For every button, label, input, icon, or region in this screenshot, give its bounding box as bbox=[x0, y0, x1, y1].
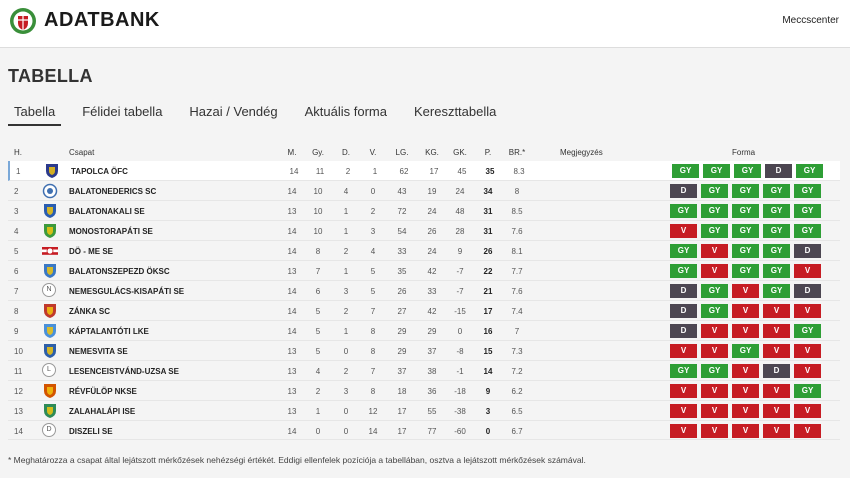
team-crest-icon[interactable] bbox=[42, 423, 58, 439]
points-cell: 3 bbox=[485, 407, 491, 416]
team-name[interactable]: NEMESGULÁCS-KISAPÁTI SE bbox=[69, 287, 185, 296]
form-result-badge[interactable]: GY bbox=[794, 384, 821, 398]
form-results bbox=[670, 224, 825, 238]
matches-cell: 14 bbox=[287, 327, 297, 336]
goals-against-cell: 33 bbox=[427, 287, 437, 296]
top-bar bbox=[0, 0, 850, 48]
position-cell: 10 bbox=[14, 347, 23, 356]
team-crest-icon[interactable] bbox=[42, 303, 58, 319]
col-header-wins: Gy. bbox=[312, 148, 324, 157]
matches-cell: 13 bbox=[287, 387, 297, 396]
goal-difference-cell: 9 bbox=[457, 247, 463, 256]
form-result-badge[interactable]: V bbox=[670, 344, 697, 358]
matches-cell: 14 bbox=[287, 247, 297, 256]
form-result-badge[interactable]: V bbox=[732, 364, 759, 378]
team-name[interactable]: RÉVFÜLÖP NKSE bbox=[69, 387, 137, 396]
form-result-badge[interactable]: V bbox=[794, 264, 821, 278]
goals-for-cell: 54 bbox=[397, 227, 407, 236]
goal-difference-cell: -7 bbox=[456, 287, 464, 296]
points-cell: 14 bbox=[483, 367, 493, 376]
goals-against-cell: 38 bbox=[427, 367, 437, 376]
wins-cell: 4 bbox=[315, 367, 321, 376]
goals-against-cell: 17 bbox=[429, 167, 439, 176]
form-result-badge[interactable]: D bbox=[763, 364, 790, 378]
draws-cell: 1 bbox=[343, 327, 349, 336]
position-cell: 6 bbox=[14, 267, 19, 276]
form-result-badge[interactable]: D bbox=[670, 284, 697, 298]
form-result-badge[interactable]: V bbox=[701, 384, 728, 398]
draws-cell: 2 bbox=[343, 367, 349, 376]
table-row[interactable] bbox=[8, 381, 840, 401]
form-result-badge[interactable]: GY bbox=[763, 204, 790, 218]
form-results bbox=[670, 204, 825, 218]
team-name[interactable]: DISZELI SE bbox=[69, 427, 113, 436]
losses-cell: 12 bbox=[368, 407, 378, 416]
table-row[interactable] bbox=[8, 201, 840, 221]
form-result-badge[interactable]: GY bbox=[734, 164, 761, 178]
wins-cell: 10 bbox=[313, 227, 323, 236]
position-cell: 2 bbox=[14, 187, 19, 196]
matches-cell: 14 bbox=[287, 307, 297, 316]
draws-cell: 0 bbox=[343, 347, 349, 356]
form-result-badge[interactable]: V bbox=[732, 404, 759, 418]
footnote: * Meghatározza a csapat által lejátszott mérkőzések nehézségi értékét. Eddigi ellenfelek pozíciója a tabellában, osztva a lejátszott mérkőzések számával. bbox=[8, 455, 586, 465]
team-crest-icon[interactable] bbox=[42, 223, 58, 239]
team-initial-badge: D bbox=[42, 423, 56, 437]
losses-cell: 8 bbox=[370, 327, 376, 336]
form-result-badge[interactable]: V bbox=[794, 404, 821, 418]
table-row[interactable] bbox=[8, 161, 840, 181]
position-cell: 12 bbox=[14, 387, 23, 396]
losses-cell: 8 bbox=[370, 347, 376, 356]
matches-cell: 13 bbox=[287, 347, 297, 356]
points-cell: 31 bbox=[483, 227, 493, 236]
form-result-badge[interactable]: GY bbox=[763, 224, 790, 238]
form-result-badge[interactable]: D bbox=[670, 324, 697, 338]
position-cell: 8 bbox=[14, 307, 19, 316]
losses-cell: 7 bbox=[370, 367, 376, 376]
wins-cell: 0 bbox=[315, 427, 321, 436]
goal-difference-cell: -7 bbox=[456, 267, 464, 276]
form-results bbox=[670, 284, 825, 298]
wins-cell: 10 bbox=[313, 187, 323, 196]
team-name[interactable]: MONOSTORAPÁTI SE bbox=[69, 227, 153, 236]
difficulty-cell: 6.2 bbox=[511, 387, 523, 396]
losses-cell: 1 bbox=[372, 167, 378, 176]
col-header-position: H. bbox=[14, 148, 22, 157]
form-result-badge[interactable]: GY bbox=[732, 204, 759, 218]
losses-cell: 5 bbox=[370, 267, 376, 276]
team-crest-icon[interactable] bbox=[42, 383, 58, 399]
col-header-draws: D. bbox=[342, 148, 350, 157]
matches-cell: 13 bbox=[287, 267, 297, 276]
goals-for-cell: 43 bbox=[397, 187, 407, 196]
goals-against-cell: 36 bbox=[427, 387, 437, 396]
points-cell: 35 bbox=[485, 167, 495, 176]
goal-difference-cell: -38 bbox=[454, 407, 466, 416]
form-results bbox=[670, 184, 825, 198]
position-cell: 9 bbox=[14, 327, 19, 336]
position-cell: 11 bbox=[14, 367, 23, 376]
team-name[interactable]: BALATONSZEPEZD ÖKSC bbox=[69, 267, 170, 276]
wins-cell: 7 bbox=[315, 267, 321, 276]
form-result-badge[interactable]: GY bbox=[672, 164, 699, 178]
form-results bbox=[670, 364, 825, 378]
points-cell: 16 bbox=[483, 327, 493, 336]
form-result-badge[interactable]: V bbox=[763, 404, 790, 418]
losses-cell: 2 bbox=[370, 207, 376, 216]
form-result-badge[interactable]: GY bbox=[763, 184, 790, 198]
tab-aktualis-forma[interactable]: Aktuális forma bbox=[304, 104, 387, 119]
table-row[interactable] bbox=[8, 321, 840, 341]
matches-cell: 13 bbox=[287, 407, 297, 416]
goals-for-cell: 17 bbox=[397, 427, 407, 436]
position-cell: 13 bbox=[14, 407, 23, 416]
draws-cell: 1 bbox=[343, 207, 349, 216]
goals-against-cell: 55 bbox=[427, 407, 437, 416]
difficulty-cell: 7.7 bbox=[511, 267, 523, 276]
difficulty-cell: 6.7 bbox=[511, 427, 523, 436]
position-cell: 4 bbox=[14, 227, 19, 236]
points-cell: 17 bbox=[483, 307, 493, 316]
difficulty-cell: 7 bbox=[514, 327, 520, 336]
difficulty-cell: 8.5 bbox=[511, 207, 523, 216]
points-cell: 15 bbox=[483, 347, 493, 356]
wins-cell: 8 bbox=[315, 247, 321, 256]
form-result-badge[interactable]: V bbox=[794, 344, 821, 358]
form-result-badge[interactable]: V bbox=[670, 404, 697, 418]
losses-cell: 4 bbox=[370, 247, 376, 256]
goal-difference-cell: 24 bbox=[455, 187, 465, 196]
position-cell: 1 bbox=[16, 167, 21, 176]
goal-difference-cell: -18 bbox=[454, 387, 466, 396]
col-header-form: Forma bbox=[732, 148, 756, 157]
goals-for-cell: 27 bbox=[397, 307, 407, 316]
points-cell: 26 bbox=[483, 247, 493, 256]
form-result-badge[interactable]: D bbox=[794, 284, 821, 298]
form-result-badge[interactable]: GY bbox=[703, 164, 730, 178]
form-results bbox=[670, 404, 825, 418]
goals-for-cell: 17 bbox=[397, 407, 407, 416]
matches-cell: 14 bbox=[287, 427, 297, 436]
goal-difference-cell: -60 bbox=[454, 427, 466, 436]
form-result-badge[interactable]: V bbox=[732, 304, 759, 318]
matches-cell: 14 bbox=[289, 167, 299, 176]
goals-for-cell: 35 bbox=[397, 267, 407, 276]
table-body bbox=[8, 161, 840, 440]
position-cell: 7 bbox=[14, 287, 19, 296]
points-cell: 34 bbox=[483, 187, 493, 196]
wins-cell: 5 bbox=[315, 307, 321, 316]
team-name[interactable]: KÁPTALANTÓTI LKE bbox=[69, 327, 149, 336]
losses-cell: 0 bbox=[370, 187, 376, 196]
form-result-badge[interactable]: V bbox=[701, 404, 728, 418]
goals-against-cell: 77 bbox=[427, 427, 437, 436]
col-header-points: P. bbox=[484, 148, 492, 157]
goals-for-cell: 72 bbox=[397, 207, 407, 216]
wins-cell: 2 bbox=[315, 387, 321, 396]
draws-cell: 0 bbox=[343, 427, 349, 436]
form-result-badge[interactable]: GY bbox=[794, 224, 821, 238]
form-result-badge[interactable]: GY bbox=[732, 224, 759, 238]
form-result-badge[interactable]: GY bbox=[670, 364, 697, 378]
draws-cell: 2 bbox=[343, 247, 349, 256]
col-header-difficulty: BR.* bbox=[508, 148, 526, 157]
form-result-badge[interactable]: V bbox=[732, 284, 759, 298]
col-header-goals-against: KG. bbox=[425, 148, 439, 157]
draws-cell: 1 bbox=[343, 227, 349, 236]
table-header bbox=[8, 143, 840, 161]
form-result-badge[interactable]: D bbox=[670, 184, 697, 198]
goals-for-cell: 37 bbox=[397, 367, 407, 376]
form-result-badge[interactable]: GY bbox=[701, 284, 728, 298]
difficulty-cell: 7.4 bbox=[511, 307, 523, 316]
table-row[interactable] bbox=[8, 401, 840, 421]
team-crest-icon[interactable] bbox=[42, 343, 58, 359]
draws-cell: 0 bbox=[343, 407, 349, 416]
tab-hazai-vendeg[interactable]: Hazai / Vendég bbox=[189, 104, 278, 119]
goals-against-cell: 42 bbox=[427, 267, 437, 276]
tab-felidei-tabella[interactable]: Félidei tabella bbox=[82, 104, 163, 119]
form-result-badge[interactable]: D bbox=[670, 304, 697, 318]
team-crest-icon[interactable] bbox=[42, 263, 58, 279]
form-result-badge[interactable]: GY bbox=[732, 264, 759, 278]
goal-difference-cell: -1 bbox=[456, 367, 464, 376]
goals-for-cell: 33 bbox=[397, 247, 407, 256]
form-result-badge[interactable]: V bbox=[670, 224, 697, 238]
goals-against-cell: 24 bbox=[427, 207, 437, 216]
points-cell: 22 bbox=[483, 267, 493, 276]
form-result-badge[interactable]: GY bbox=[670, 204, 697, 218]
page-title: TABELLA bbox=[8, 66, 93, 86]
team-name[interactable]: ZÁNKA SC bbox=[69, 307, 111, 316]
form-results bbox=[672, 164, 827, 178]
difficulty-cell: 7.6 bbox=[511, 227, 523, 236]
goals-against-cell: 26 bbox=[427, 227, 437, 236]
form-result-badge[interactable]: V bbox=[732, 384, 759, 398]
goal-difference-cell: 45 bbox=[457, 167, 467, 176]
difficulty-cell: 8.1 bbox=[511, 247, 523, 256]
wins-cell: 1 bbox=[315, 407, 321, 416]
table-row[interactable] bbox=[8, 421, 840, 440]
goals-against-cell: 42 bbox=[427, 307, 437, 316]
form-result-badge[interactable]: GY bbox=[794, 184, 821, 198]
team-name[interactable]: BALATONEDERICS SC bbox=[69, 187, 157, 196]
form-result-badge[interactable]: GY bbox=[670, 244, 697, 258]
form-result-badge[interactable]: GY bbox=[670, 264, 697, 278]
table-row[interactable] bbox=[8, 261, 840, 281]
losses-cell: 8 bbox=[370, 387, 376, 396]
difficulty-cell: 8 bbox=[514, 187, 520, 196]
losses-cell: 5 bbox=[370, 287, 376, 296]
col-header-note: Megjegyzés bbox=[560, 148, 603, 157]
table-row[interactable] bbox=[8, 241, 840, 261]
form-result-badge[interactable]: GY bbox=[701, 364, 728, 378]
wins-cell: 5 bbox=[315, 327, 321, 336]
position-cell: 14 bbox=[14, 427, 23, 436]
form-result-badge[interactable]: GY bbox=[701, 204, 728, 218]
draws-cell: 2 bbox=[343, 307, 349, 316]
col-header-goals-for: LG. bbox=[395, 148, 409, 157]
tab-bar bbox=[8, 104, 517, 130]
draws-cell: 4 bbox=[343, 187, 349, 196]
form-result-badge[interactable]: V bbox=[701, 264, 728, 278]
form-results bbox=[670, 304, 825, 318]
table-row[interactable] bbox=[8, 341, 840, 361]
form-result-badge[interactable]: V bbox=[732, 424, 759, 438]
tab-tabella[interactable]: Tabella bbox=[8, 104, 61, 126]
form-result-badge[interactable]: V bbox=[763, 344, 790, 358]
team-crest-icon[interactable] bbox=[42, 323, 58, 339]
points-cell: 31 bbox=[483, 207, 493, 216]
form-results bbox=[670, 244, 825, 258]
losses-cell: 7 bbox=[370, 307, 376, 316]
goals-for-cell: 26 bbox=[397, 287, 407, 296]
team-initial-badge: L bbox=[42, 363, 56, 377]
goals-against-cell: 37 bbox=[427, 347, 437, 356]
table-row[interactable] bbox=[8, 301, 840, 321]
losses-cell: 14 bbox=[368, 427, 378, 436]
draws-cell: 3 bbox=[343, 387, 349, 396]
losses-cell: 3 bbox=[370, 227, 376, 236]
table-row[interactable] bbox=[8, 221, 840, 241]
team-name[interactable]: DÖ - ME SE bbox=[69, 247, 114, 256]
draws-cell: 2 bbox=[345, 167, 351, 176]
goal-difference-cell: 48 bbox=[455, 207, 465, 216]
goals-against-cell: 24 bbox=[427, 247, 437, 256]
team-name[interactable]: TAPOLCA ÖFC bbox=[71, 167, 128, 176]
form-result-badge[interactable]: V bbox=[732, 324, 759, 338]
wins-cell: 10 bbox=[313, 207, 323, 216]
form-results bbox=[670, 264, 825, 278]
difficulty-cell: 8.3 bbox=[513, 167, 525, 176]
matches-cell: 14 bbox=[287, 187, 297, 196]
form-result-badge[interactable]: GY bbox=[732, 344, 759, 358]
team-crest-icon[interactable] bbox=[42, 283, 58, 299]
form-result-badge[interactable]: V bbox=[794, 364, 821, 378]
goal-difference-cell: 0 bbox=[457, 327, 463, 336]
goal-difference-cell: -15 bbox=[454, 307, 466, 316]
form-result-badge[interactable]: V bbox=[670, 384, 697, 398]
wins-cell: 5 bbox=[315, 347, 321, 356]
goals-for-cell: 29 bbox=[397, 347, 407, 356]
points-cell: 9 bbox=[485, 387, 491, 396]
team-initial-badge: N bbox=[42, 283, 56, 297]
form-result-badge[interactable]: V bbox=[763, 424, 790, 438]
form-result-badge[interactable]: V bbox=[763, 324, 790, 338]
form-result-badge[interactable]: GY bbox=[794, 204, 821, 218]
form-result-badge[interactable]: GY bbox=[732, 184, 759, 198]
col-header-team: Csapat bbox=[69, 148, 95, 157]
form-results bbox=[670, 344, 825, 358]
table-row[interactable] bbox=[8, 361, 840, 381]
matches-cell: 13 bbox=[287, 207, 297, 216]
form-result-badge[interactable]: V bbox=[670, 424, 697, 438]
form-result-badge[interactable]: GY bbox=[732, 244, 759, 258]
goal-difference-cell: -8 bbox=[456, 347, 464, 356]
form-results bbox=[670, 424, 825, 438]
wins-cell: 6 bbox=[315, 287, 321, 296]
form-result-badge[interactable]: V bbox=[763, 304, 790, 318]
form-result-badge[interactable]: D bbox=[765, 164, 792, 178]
difficulty-cell: 7.2 bbox=[511, 367, 523, 376]
position-cell: 3 bbox=[14, 207, 19, 216]
team-name[interactable]: BALATONAKALI SE bbox=[69, 207, 145, 216]
matches-cell: 14 bbox=[287, 227, 297, 236]
form-result-badge[interactable]: GY bbox=[796, 164, 823, 178]
matches-cell: 13 bbox=[287, 367, 297, 376]
form-result-badge[interactable]: GY bbox=[701, 304, 728, 318]
form-result-badge[interactable]: GY bbox=[794, 324, 821, 338]
tab-kereszttabella[interactable]: Kereszttabella bbox=[413, 104, 497, 119]
form-result-badge[interactable]: GY bbox=[763, 284, 790, 298]
form-result-badge[interactable]: V bbox=[701, 424, 728, 438]
wins-cell: 11 bbox=[315, 167, 325, 176]
col-header-losses: V. bbox=[369, 148, 377, 157]
team-crest-icon[interactable] bbox=[42, 203, 58, 219]
form-results bbox=[670, 384, 825, 398]
difficulty-cell: 7.3 bbox=[511, 347, 523, 356]
form-result-badge[interactable]: GY bbox=[763, 244, 790, 258]
team-crest-icon[interactable] bbox=[42, 183, 58, 199]
team-crest-icon[interactable] bbox=[42, 363, 58, 379]
team-name[interactable]: LESENCEISTVÁND-UZSA SE bbox=[69, 367, 179, 376]
points-cell: 0 bbox=[485, 427, 491, 436]
form-result-badge[interactable]: V bbox=[794, 424, 821, 438]
team-crest-icon[interactable] bbox=[42, 403, 58, 419]
table-row[interactable] bbox=[8, 181, 840, 201]
form-result-badge[interactable]: D bbox=[794, 244, 821, 258]
col-header-goal-difference: GK. bbox=[453, 148, 467, 157]
team-name[interactable]: ZALAHALÁPI ISE bbox=[69, 407, 136, 416]
team-crest-icon[interactable] bbox=[44, 163, 60, 179]
team-name[interactable]: NEMESVITA SE bbox=[69, 347, 128, 356]
form-result-badge[interactable]: V bbox=[701, 344, 728, 358]
form-result-badge[interactable]: V bbox=[701, 324, 728, 338]
standings-table bbox=[8, 143, 840, 440]
team-crest-icon[interactable] bbox=[42, 243, 58, 259]
meccscenter-link[interactable]: Meccscenter bbox=[782, 15, 839, 26]
form-result-badge[interactable]: V bbox=[701, 244, 728, 258]
goals-for-cell: 18 bbox=[397, 387, 407, 396]
position-cell: 5 bbox=[14, 247, 19, 256]
difficulty-cell: 6.5 bbox=[511, 407, 523, 416]
goals-for-cell: 29 bbox=[397, 327, 407, 336]
points-cell: 21 bbox=[483, 287, 493, 296]
col-header-matches: M. bbox=[287, 148, 297, 157]
hungarian-crest-logo-icon[interactable] bbox=[9, 7, 37, 35]
form-result-badge[interactable]: V bbox=[763, 384, 790, 398]
form-result-badge[interactable]: GY bbox=[701, 224, 728, 238]
draws-cell: 1 bbox=[343, 267, 349, 276]
goals-against-cell: 19 bbox=[427, 187, 437, 196]
form-result-badge[interactable]: GY bbox=[701, 184, 728, 198]
brand-name[interactable]: ADATBANK bbox=[44, 9, 160, 31]
form-results bbox=[670, 324, 825, 338]
form-result-badge[interactable]: GY bbox=[763, 264, 790, 278]
goals-against-cell: 29 bbox=[427, 327, 437, 336]
difficulty-cell: 7.6 bbox=[511, 287, 523, 296]
goal-difference-cell: 28 bbox=[455, 227, 465, 236]
form-result-badge[interactable]: V bbox=[794, 304, 821, 318]
draws-cell: 3 bbox=[343, 287, 349, 296]
matches-cell: 14 bbox=[287, 287, 297, 296]
goals-for-cell: 62 bbox=[399, 167, 409, 176]
table-row[interactable] bbox=[8, 281, 840, 301]
